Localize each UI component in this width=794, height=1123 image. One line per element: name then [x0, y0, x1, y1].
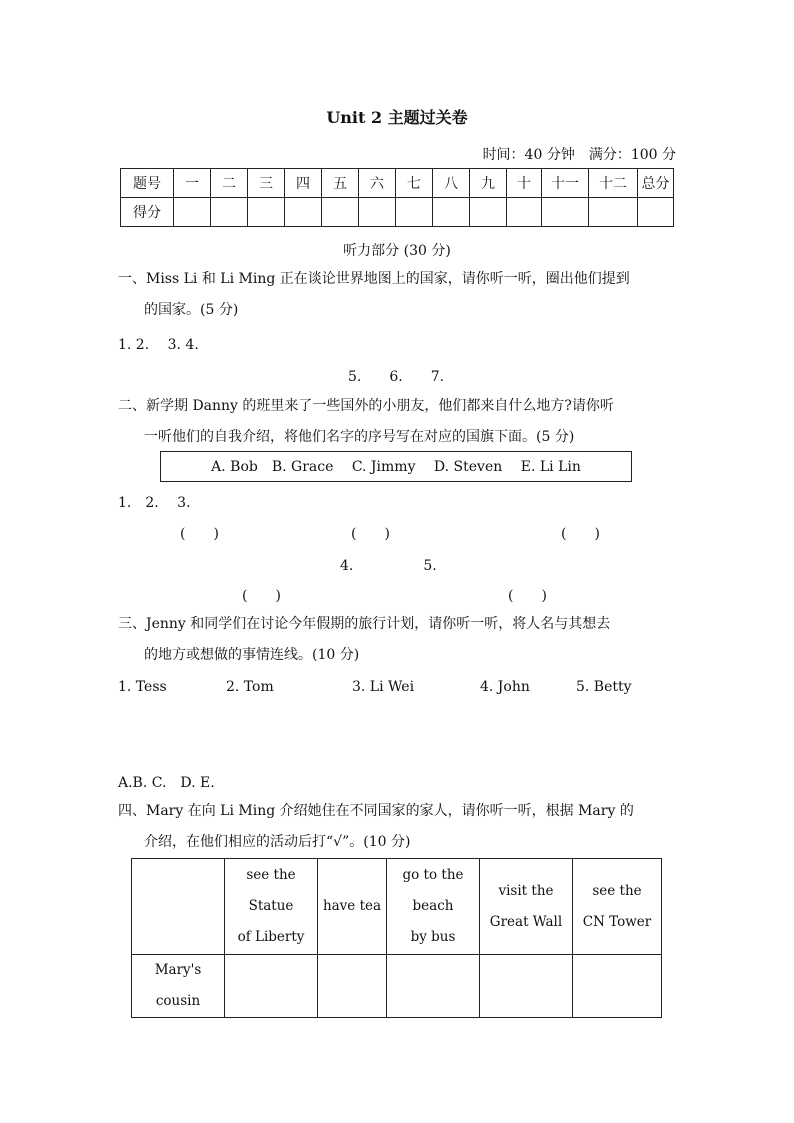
header-line: CN Tower: [582, 913, 652, 930]
row-label: [132, 955, 225, 1018]
answer-blank[interactable]: ( ): [242, 588, 281, 604]
question-4: [118, 796, 678, 858]
score-cell: 九: [470, 169, 507, 198]
score-cell: 七: [396, 169, 433, 198]
check-cell[interactable]: [225, 955, 318, 1018]
score-table: [120, 168, 674, 227]
activity-table: [131, 858, 662, 1018]
answer-blank[interactable]: ( ): [561, 526, 600, 542]
question-1-items-b: 5. 6. 7.: [348, 369, 445, 385]
question-1-line-1: 一、Miss Li 和 Li Ming 正在谈论世界地图上的国家，请你听一听，圈出他们提到: [118, 271, 630, 287]
activity-header-row: [132, 859, 662, 955]
question-3-options: A.B. C. D. E.: [118, 775, 215, 791]
question-2-items-a: 1. 2. 3.: [118, 495, 191, 511]
question-3-line-1: 三、Jenny 和同学们在讨论今年假期的旅行计划，请你听一听，将人名与其想去: [118, 616, 611, 632]
person-item: 1. Tess: [118, 679, 167, 695]
activity-header: [318, 859, 387, 955]
header-line: go to the: [402, 867, 464, 883]
empty-header-cell: [132, 859, 225, 955]
header-line: Great Wall: [489, 913, 563, 930]
question-1: [118, 264, 678, 326]
score-cell: 题号: [121, 169, 174, 198]
check-cell[interactable]: [318, 955, 387, 1018]
score-cell: 十一: [542, 169, 589, 198]
question-2-line-2: 一听他们的自我介绍，将他们名字的序号写在对应的国旗下面。(5 分): [144, 429, 575, 445]
row-label-line: cousin: [155, 993, 201, 1009]
score-input-cell[interactable]: [359, 198, 396, 227]
score-cell: 总分: [638, 169, 674, 198]
question-2-line-1: 二、新学期 Danny 的班里来了一些国外的小朋友，他们都来自什么地方?请你听: [118, 398, 614, 414]
check-cell[interactable]: [480, 955, 573, 1018]
score-input-cell[interactable]: [433, 198, 470, 227]
score-input-cell[interactable]: [507, 198, 542, 227]
person-item: 2. Tom: [226, 679, 274, 695]
answer-blank[interactable]: ( ): [508, 588, 547, 604]
person-item: 5. Betty: [576, 679, 632, 695]
score-input-cell[interactable]: [396, 198, 433, 227]
header-line: beach: [412, 898, 454, 914]
score-cell: 四: [285, 169, 322, 198]
score-table-header-row: [121, 169, 674, 198]
page-title: Unit 2 主题过关卷: [326, 108, 468, 127]
activity-header: [573, 859, 662, 955]
name-options-box: A. Bob B. Grace C. Jimmy D. Steven E. Li Lin: [160, 451, 632, 482]
check-cell[interactable]: [573, 955, 662, 1018]
score-cell: 十二: [589, 169, 638, 198]
score-input-cell[interactable]: [285, 198, 322, 227]
question-2-items-b: 4. 5.: [340, 558, 437, 574]
question-3: [118, 609, 678, 671]
header-line: see the: [246, 867, 296, 883]
activity-header: [480, 859, 573, 955]
score-input-cell[interactable]: [248, 198, 285, 227]
score-input-cell[interactable]: [322, 198, 359, 227]
score-input-cell[interactable]: [211, 198, 248, 227]
score-cell: 五: [322, 169, 359, 198]
activity-row: [132, 955, 662, 1018]
activity-header: [225, 859, 318, 955]
score-row-label: 得分: [121, 198, 174, 227]
time-info: 时间：40 分钟 满分：100 分: [482, 147, 676, 163]
header-line: of Liberty: [237, 929, 305, 945]
score-cell: 三: [248, 169, 285, 198]
score-input-cell[interactable]: [638, 198, 674, 227]
score-cell: 十: [507, 169, 542, 198]
question-4-line-2: 介绍，在他们相应的活动后打“√”。(10 分): [144, 834, 411, 850]
header-line: by bus: [410, 929, 456, 945]
person-item: 4. John: [480, 679, 530, 695]
question-1-items-a: 1. 2. 3. 4.: [118, 337, 199, 353]
question-1-line-2: 的国家。(5 分): [144, 302, 239, 318]
listening-section-heading: 听力部分 (30 分): [343, 243, 451, 259]
question-3-line-2: 的地方或想做的事情连线。(10 分): [144, 647, 360, 663]
score-cell: 八: [433, 169, 470, 198]
score-cell: 六: [359, 169, 396, 198]
activity-header: [387, 859, 480, 955]
row-label-line: Mary's: [154, 962, 202, 978]
score-cell: 二: [211, 169, 248, 198]
score-input-cell[interactable]: [542, 198, 589, 227]
header-line: visit the: [498, 882, 554, 899]
person-item: 3. Li Wei: [352, 679, 415, 695]
header-line: have tea: [322, 898, 382, 914]
answer-blank[interactable]: ( ): [351, 526, 390, 542]
question-4-line-1: 四、Mary 在向 Li Ming 介绍她住在不同国家的家人，请你听一听，根据 Mary 的: [118, 803, 634, 819]
score-input-cell[interactable]: [470, 198, 507, 227]
score-input-cell[interactable]: [589, 198, 638, 227]
score-cell: 一: [174, 169, 211, 198]
score-input-cell[interactable]: [174, 198, 211, 227]
header-line: see the: [592, 882, 642, 899]
check-cell[interactable]: [387, 955, 480, 1018]
score-table-score-row: [121, 198, 674, 227]
question-2: [118, 391, 678, 453]
answer-blank[interactable]: ( ): [180, 526, 219, 542]
header-line: Statue: [248, 898, 294, 914]
